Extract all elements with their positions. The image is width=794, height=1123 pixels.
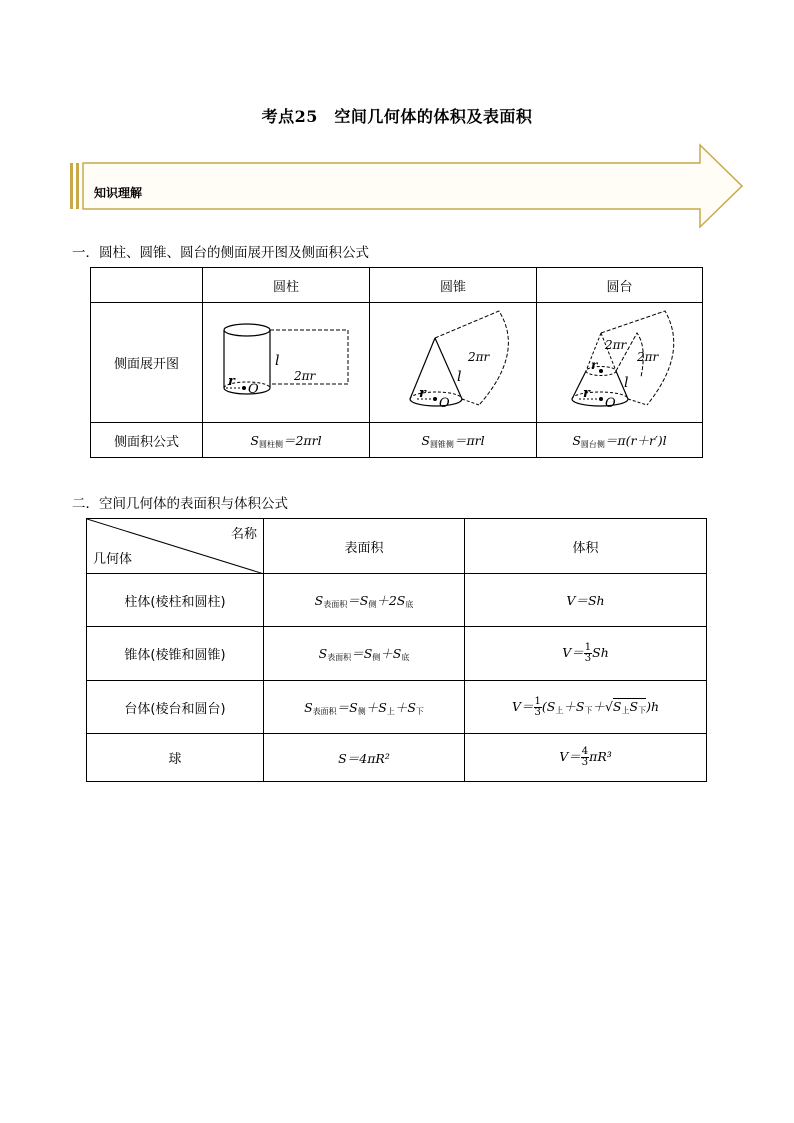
banner-stripe [76, 163, 79, 209]
frustum-volume-formula: V＝ $\frac{1}{3}$ $(S_上+S_下+√S_上S_下)h$ [465, 681, 707, 734]
banner-stripe [70, 163, 73, 209]
section-banner [68, 143, 748, 233]
col-header-cone: 圆锥 [370, 268, 537, 303]
cylinder-lateral-formula: $S_{圆柱侧}=2\pi rl$ [203, 423, 370, 458]
row-name-sphere: 球 [87, 734, 264, 782]
svg-text:2πr: 2πr [294, 369, 316, 383]
svg-text:O: O [248, 382, 259, 397]
sphere-surface-formula: S＝4πR² [264, 734, 465, 782]
row-name-frustum: 台体(棱台和圆台) [87, 681, 264, 734]
frustum-development-figure [537, 303, 702, 418]
cylinder-development-figure [206, 303, 366, 418]
svg-text:l: l [275, 353, 280, 369]
frustum-figure-cell [537, 303, 703, 423]
svg-text:O: O [605, 396, 616, 411]
cone-development-figure [373, 303, 533, 418]
col-header-volume: 体积 [465, 519, 707, 574]
header-solid-label: 几何体 [93, 552, 133, 567]
col-header-surface: 表面积 [264, 519, 465, 574]
col-header-frustum: 圆台 [537, 268, 703, 303]
pyramid-volume-formula: V＝ $\frac{1}{3}$ Sh [465, 627, 707, 681]
frustum-surface-formula: $S_{表面积}=S_侧+S_上+S_下$ [264, 681, 465, 734]
svg-text:r: r [228, 374, 235, 389]
prism-volume-formula: V＝Sh [465, 574, 707, 627]
row-label-development: 侧面展开图 [91, 303, 203, 423]
section2-heading: 二．空间几何体的表面积与体积公式 [72, 496, 288, 512]
diagonal-header-cell [87, 519, 264, 574]
cone-figure-cell [370, 303, 537, 423]
section1-heading: 一．圆柱、圆锥、圆台的侧面展开图及侧面积公式 [72, 245, 369, 261]
page-title: 考点25 空间几何体的体积及表面积 [261, 107, 533, 126]
svg-text:r: r [583, 386, 590, 401]
row-label-lateral-formula: 侧面积公式 [91, 423, 203, 458]
empty-header-cell [91, 268, 203, 303]
pyramid-surface-formula: $S_{表面积}=S_侧+S_底$ [264, 627, 465, 681]
col-header-cylinder: 圆柱 [203, 268, 370, 303]
row-name-pyramid: 锥体(棱锥和圆锥) [87, 627, 264, 681]
cone-lateral-formula: $S_{圆锥侧}=\pi rl$ [370, 423, 537, 458]
svg-text:2πr: 2πr [468, 350, 490, 364]
svg-text:O: O [439, 396, 450, 411]
svg-text:2πr: 2πr [637, 350, 659, 364]
sphere-volume-formula: V＝ $\frac{4}{3}$ πR³ [465, 734, 707, 782]
cylinder-figure-cell [203, 303, 370, 423]
svg-text:2πr: 2πr [605, 338, 627, 352]
svg-text:l: l [624, 375, 629, 391]
frustum-lateral-formula: $S_{圆台侧}=\pi(r+r')l$ [537, 423, 703, 458]
header-name-label: 名称 [230, 527, 257, 542]
area-volume-table [86, 518, 707, 782]
prism-surface-formula: $S_{表面积}=S_侧+2S_底$ [264, 574, 465, 627]
svg-text:r: r [591, 358, 598, 372]
banner-arrow [83, 145, 742, 227]
svg-text:r: r [419, 386, 426, 401]
svg-text:l: l [457, 369, 462, 385]
row-name-prism: 柱体(棱柱和圆柱) [87, 574, 264, 627]
lateral-area-table [90, 267, 703, 458]
banner-label: 知识理解 [94, 186, 143, 200]
